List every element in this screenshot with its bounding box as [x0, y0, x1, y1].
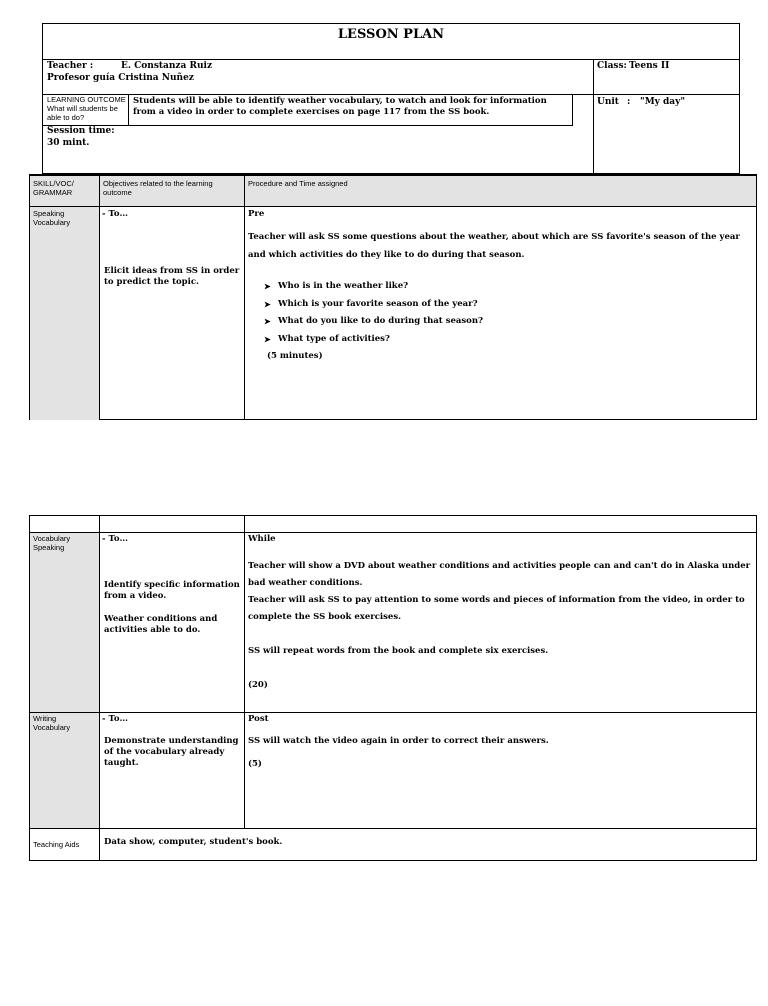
list-item: ➤ What type of activities? [248, 331, 548, 349]
list-item: ➤ Which is your favorite season of the year? [248, 296, 548, 314]
class-value: Teens II [629, 61, 670, 71]
teacher-label: Teacher : [47, 61, 94, 71]
paragraph: SS will repeat words from the book and complete six exercises. [248, 646, 549, 656]
procedure-text: Teacher will ask SS some questions about the weather, about which are SS favorite's season of the year and which activities do they like to do during that season. [248, 232, 740, 260]
procedure-text [248, 558, 754, 694]
divider [99, 516, 100, 828]
learning-outcome-question: What will students be able to do? [47, 104, 118, 122]
divider [30, 712, 756, 713]
list-item: ➤ What do you like to do during that season? [248, 313, 548, 331]
stage-label: While [248, 534, 276, 544]
column-header-skill: SKILL/VOC/ GRAMMAR [33, 179, 74, 197]
objective-text: Demonstrate understanding of the vocabulary already taught. [104, 736, 239, 768]
lesson-table-1 [29, 174, 757, 420]
lesson-plan-header [42, 23, 740, 174]
objective-text: Identify specific information from a video. [104, 580, 240, 601]
session-value: 30 mint. [47, 138, 90, 148]
unit-label: Unit [597, 97, 619, 107]
unit-value: "My day" [640, 97, 686, 107]
objective-intro: - To… [102, 209, 129, 219]
arrow-bullet-icon: ➤ [264, 316, 271, 326]
skill-column [30, 532, 99, 828]
skill-cell: Vocabulary Speaking [33, 534, 71, 552]
teacher-name: E. Constanza Ruiz [121, 61, 213, 71]
objective-text: Weather conditions and activities able to do. [104, 614, 218, 635]
learning-outcome-label-cell [47, 95, 127, 122]
lesson-table-2 [29, 515, 757, 861]
learning-outcome-box [43, 94, 573, 126]
skill-column [30, 207, 99, 420]
time-assigned: (5) [248, 759, 262, 769]
arrow-bullet-icon: ➤ [264, 281, 271, 291]
skill-cell: Speaking Vocabulary [33, 209, 71, 227]
column-header-procedure: Procedure and Time assigned [248, 179, 348, 188]
paragraph: (20) [248, 680, 268, 690]
objective-intro: - To… [102, 534, 129, 544]
divider [128, 94, 129, 125]
list-item: ➤ Who is in the weather like? [248, 278, 548, 296]
divider [30, 828, 756, 829]
skill-cell: Writing Vocabulary [33, 714, 71, 732]
teaching-aids-label: Teaching Aids [33, 840, 80, 849]
divider [99, 828, 100, 860]
question-list [248, 278, 548, 348]
procedure-text: SS will watch the video again in order to correct their answers. [248, 736, 549, 746]
divider [244, 176, 245, 419]
divider [30, 532, 756, 533]
divider [99, 176, 100, 419]
arrow-bullet-icon: ➤ [264, 298, 271, 309]
objective-text: Elicit ideas from SS in order to predict the topic. [104, 266, 240, 287]
learning-outcome-text: Students will be able to identify weather vocabulary, to watch and look for information from a video in order to complete exercises on page 117 from the SS book. [133, 96, 547, 117]
time-assigned: (5 minutes) [267, 351, 323, 361]
session-label: Session time: [47, 126, 115, 136]
divider [244, 516, 245, 828]
paragraph: Teacher will ask SS to pay attention to some words and pieces of information from the video, in order to complete the SS book exercises. [248, 595, 745, 622]
guide-teacher: Profesor guía Cristina Nuñez [47, 73, 194, 83]
arrow-bullet-icon: ➤ [264, 333, 271, 344]
teaching-aids-value: Data show, computer, student's book. [104, 837, 283, 847]
objective-intro: - To… [102, 714, 129, 724]
page-title: LESSON PLAN [337, 27, 445, 42]
unit-separator: : [627, 97, 631, 107]
stage-label: Post [248, 714, 269, 724]
column-header-objectives: Objectives related to the learning outcome [103, 179, 213, 197]
divider [593, 59, 594, 173]
learning-outcome-label: LEARNING OUTCOME [47, 95, 126, 104]
paragraph: Teacher will show a DVD about weather conditions and activities people can and can't do in Alaska under bad weather conditions. [248, 561, 751, 588]
stage-label: Pre [248, 209, 265, 219]
class-label: Class: [597, 61, 627, 71]
